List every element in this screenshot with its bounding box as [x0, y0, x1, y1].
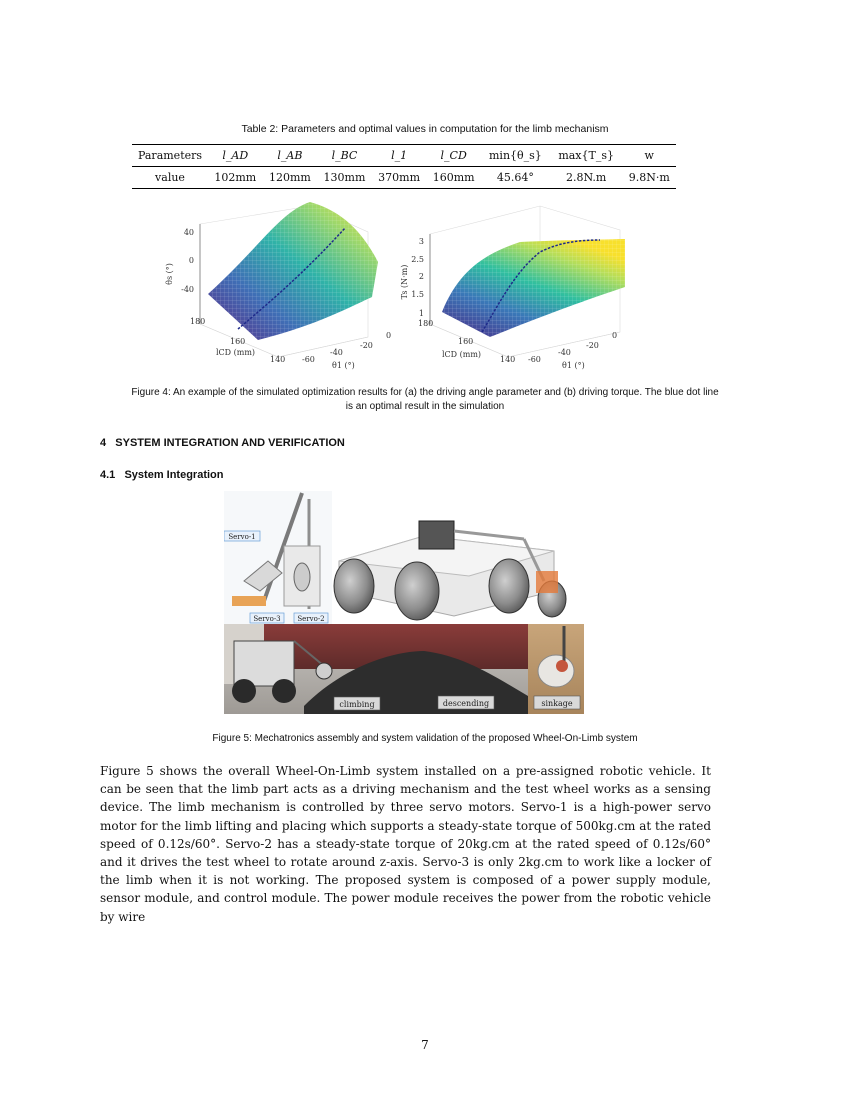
header-l-1: l_1	[391, 149, 408, 162]
cell-l-bc: 130mm	[323, 171, 366, 184]
plot-a-xtick: 160	[230, 337, 246, 346]
subsection-title: System Integration	[124, 469, 224, 481]
section-title: SYSTEM INTEGRATION AND VERIFICATION	[115, 437, 345, 449]
plot-a-xtick: 140	[270, 355, 286, 364]
plot-a-xlabel: lCD (mm)	[216, 348, 256, 357]
page-number: 7	[421, 1038, 429, 1052]
plot-b-ytick: 0	[612, 331, 618, 340]
cell-l-ab: 120mm	[268, 171, 311, 184]
header-min-theta: min{θ_s}	[489, 149, 542, 162]
plot-a-ztick: 0	[188, 256, 194, 265]
plot-a-ytick: -20	[360, 341, 373, 350]
section-number: 4	[100, 437, 107, 449]
plot-b-ytick: -20	[586, 341, 599, 350]
figure-4-plots	[160, 192, 720, 372]
plot-b-xlabel: lCD (mm)	[442, 350, 482, 359]
figure-4-caption-line-2: is an optimal result in the simulation	[345, 401, 505, 412]
header-l-cd: l_CD	[440, 149, 467, 162]
plot-b-zlabel: Ts (N·m)	[400, 264, 409, 300]
cell-min-theta: 45.64°	[496, 171, 534, 184]
plot-a-ytick: -60	[302, 355, 315, 364]
plot-b-xtick: 160	[458, 337, 474, 346]
header-max-torque: max{T_s}	[558, 149, 614, 162]
plot-b-ztick: 1	[418, 309, 424, 318]
body-paragraph: Figure 5 shows the overall Wheel-On-Limb system installed on a pre-assigned robotic vehicle. It can be seen that the limb part acts as a driving mechanism and the test wheel works as a sensing device. The limb mechanism is controlled by three servo motors. Servo-1 is a high-power servo motor for the limb lifting and placing which supports a steady-state torque of 500kg.cm at the rated speed of 0.12s/60°. Servo-2 has a steady-state torque of 20kg.cm at the rated speed of 0.12s/60° and it drives the test wheel to rotate around z-axis. Servo-3 is only 2kg.cm to work like a locker of the limb when it is not working. The proposed system is composed of a power supply module, sensor module, and control module. The power module receives the power from the robotic vehicle by wire	[100, 764, 711, 924]
table-header-row	[132, 145, 676, 167]
table-caption: Table 2: Parameters and optimal values in computation for the limb mechanism	[241, 123, 609, 135]
climbing-label: climbing	[339, 700, 375, 709]
subsection-heading	[100, 469, 224, 481]
plot-b-driving-torque	[400, 206, 625, 370]
figure-4-caption-line-1: Figure 4: An example of the simulated optimization results for (a) the driving angle parameter and (b) driving torque. The blue dot line	[131, 387, 719, 398]
cell-max-torque: 2.8N.m	[565, 171, 607, 184]
figure-4-caption	[92, 386, 758, 414]
plot-a-xtick: 180	[190, 317, 206, 326]
plot-b-ztick: 3	[418, 237, 424, 246]
plot-b-ytick: -40	[558, 348, 571, 357]
plot-a-ytick: 0	[386, 331, 392, 340]
figure-5-caption: Figure 5: Mechatronics assembly and system validation of the proposed Wheel-On-Limb system	[212, 733, 638, 744]
plot-a-ytick: -40	[330, 348, 343, 357]
header-l-ad: l_AD	[222, 149, 249, 162]
section-heading	[100, 437, 345, 449]
subsection-number: 4.1	[100, 469, 116, 481]
plot-b-xtick: 140	[500, 355, 516, 364]
cell-w: 9.8N·m	[628, 171, 670, 184]
cell-l-1: 370mm	[378, 171, 420, 184]
header-l-bc: l_BC	[331, 149, 358, 162]
parameter-table	[132, 144, 676, 189]
servo-1-label: Servo-1	[228, 533, 256, 541]
cell-value-label: value	[155, 171, 185, 184]
descending-label: descending	[442, 699, 490, 708]
plot-b-ztick: 2	[418, 272, 424, 281]
plot-a-ztick: -40	[181, 285, 194, 294]
servo-3-label: Servo-3	[253, 615, 281, 623]
plot-a-ylabel: θ1 (°)	[332, 361, 355, 370]
plot-b-xtick: 180	[418, 319, 434, 328]
cell-l-cd: 160mm	[432, 171, 475, 184]
plot-a-driving-angle	[165, 202, 391, 370]
figure-5-image	[224, 491, 584, 714]
sinkage-label: sinkage	[541, 699, 573, 708]
table-value-row	[132, 167, 676, 189]
header-l-ab: l_AB	[277, 149, 303, 162]
header-w: w	[644, 149, 654, 162]
plot-a-ztick: 40	[183, 228, 194, 237]
plot-b-ylabel: θ1 (°)	[562, 361, 585, 370]
plot-b-ytick: -60	[528, 355, 541, 364]
plot-a-zlabel: θs (°)	[165, 263, 174, 285]
cell-l-ad: 102mm	[214, 171, 257, 184]
plot-b-ztick: 2.5	[411, 255, 424, 264]
header-parameters: Parameters	[137, 149, 203, 162]
plot-b-ztick: 1.5	[411, 290, 424, 299]
servo-2-label: Servo-2	[297, 615, 325, 623]
